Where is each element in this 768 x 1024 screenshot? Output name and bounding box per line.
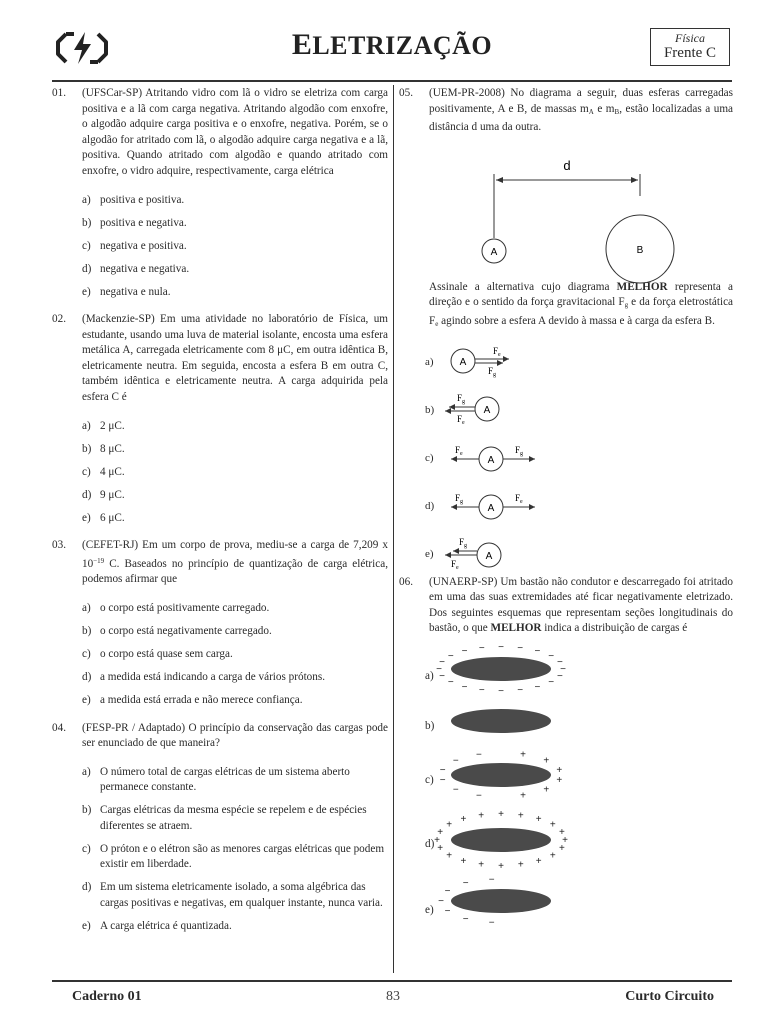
option[interactable]: b) 8 μC. <box>82 442 125 455</box>
force-sub: g <box>464 542 467 549</box>
positive-charge: + <box>549 850 556 862</box>
force-sub: g <box>493 371 496 378</box>
positive-charge: + <box>437 842 444 854</box>
negative-charge: − <box>517 643 524 655</box>
positive-charge: + <box>543 784 550 796</box>
negative-charge: − <box>498 685 504 697</box>
option[interactable]: c) A F e F g <box>399 437 733 485</box>
sphere-label: A <box>485 550 493 562</box>
force-label: F <box>459 536 465 547</box>
options-04 <box>82 765 388 935</box>
option[interactable]: a) A F e F g <box>399 341 733 389</box>
option[interactable]: c) O próton e o elétron são as menores cargas elétricas que podem existir em liberdade. <box>82 842 385 871</box>
option[interactable]: e) − − − − − − − <box>399 875 733 925</box>
negative-charge: − <box>444 905 451 917</box>
option[interactable]: e) A F g F e <box>399 533 733 581</box>
options-03 <box>82 601 388 709</box>
question-02: 02. (Mackenzie-SP) Em uma atividade no laboratório de Física, um estudante, usando uma luva de material isolante, encosta uma esfera metálica A, carregada eletricamente com 8 μC, em outra idêntica B, eletricamente neutra. Em seguida, encosta a esfera B em outra C, também idêntica e eletricamente neutra. A carga adquirida pela esfera C é <box>52 313 389 404</box>
force-label: F <box>493 345 499 356</box>
positive-charge: + <box>498 860 504 872</box>
negative-charge: − <box>439 670 445 682</box>
column-divider <box>393 85 394 973</box>
options-05 <box>399 341 733 581</box>
notebook-label: Caderno 01 <box>72 989 142 1004</box>
negative-charge: − <box>478 684 485 696</box>
positive-charge: + <box>520 749 527 761</box>
negative-charge: − <box>498 641 504 653</box>
page-footer <box>72 989 714 1009</box>
negative-charge: − <box>439 775 446 787</box>
option[interactable]: b) A F g F e <box>399 389 733 437</box>
spheres-diagram <box>399 136 733 266</box>
option[interactable]: e) A carga elétrica é quantizada. <box>82 920 232 932</box>
negative-charge: − <box>436 663 442 675</box>
option[interactable]: d) Em um sistema eletricamente isolado, a soma algébrica das cargas positivas e negativas, em qualquer instante, nunca varia. <box>82 881 383 910</box>
positive-charge: + <box>556 775 563 787</box>
option[interactable]: e) 6 μC. <box>82 511 125 524</box>
right-column <box>399 86 734 929</box>
negative-charge: − <box>475 749 482 761</box>
force-sub: e <box>460 450 463 457</box>
negative-charge: − <box>517 684 524 696</box>
positive-charge: + <box>517 859 524 871</box>
negative-charge: − <box>447 651 454 663</box>
page-header <box>52 22 732 74</box>
negative-charge: − <box>462 913 469 925</box>
negative-charge: − <box>534 681 541 693</box>
positive-charge: + <box>446 850 453 862</box>
negative-charge: − <box>548 676 555 688</box>
question-05: 05. (UEM-PR-2008) No diagrama a seguir, duas esferas carregadas positivamente, A e B, de massas $m_A$ e $m_B$, estão localizadas a uma distância d uma da outra. <box>399 87 733 134</box>
footer-rule <box>52 980 732 982</box>
positive-charge: + <box>535 855 542 867</box>
positive-charge: + <box>498 808 504 820</box>
option[interactable]: b) positiva e negativa. <box>82 216 187 229</box>
positive-charge: + <box>558 826 565 838</box>
negative-charge: − <box>548 651 555 663</box>
negative-charge: − <box>452 784 459 796</box>
option[interactable]: d) A F g F e <box>399 485 733 533</box>
positive-charge: + <box>446 819 453 831</box>
positive-charge: + <box>434 834 440 846</box>
negative-charge: − <box>557 657 563 669</box>
option[interactable]: c) 4 μC. <box>82 465 125 478</box>
sphere-a-label: A <box>490 246 498 258</box>
option[interactable]: b) o corpo está negativamente carregado. <box>82 624 272 637</box>
option[interactable]: e) negativa e nula. <box>82 285 171 298</box>
negative-charge: − <box>488 874 495 886</box>
option[interactable]: b) Cargas elétricas da mesma espécie se repelem e de espécies diferentes se atraem. <box>82 804 367 832</box>
option[interactable]: a) 2 μC. <box>82 419 125 432</box>
option[interactable]: d) a medida está indicando a carga de vários prótons. <box>82 670 326 683</box>
negative-charge: − <box>478 643 485 655</box>
option[interactable]: a) − − − − − − − − − − − − − − − − − − − − <box>425 641 566 697</box>
option[interactable]: a) o corpo está positivamente carregado. <box>82 601 270 614</box>
sphere-label: A <box>483 404 491 416</box>
force-label: F <box>455 492 461 503</box>
force-sub: g <box>460 498 463 505</box>
option[interactable]: e) a medida está errada e não merece confiança. <box>82 693 303 706</box>
option[interactable]: d) + + + + + + + + + + + + + + + + + + + + <box>425 808 568 872</box>
force-label: F <box>451 558 457 569</box>
sphere-label: A <box>487 502 495 514</box>
question-01: 01. (UFSCar-SP) Atritando vidro com lã o vidro se eletriza com carga positiva e a lã com carga negativa. Atritando algodão com enxofre, o algodão adquire carga positiva e o enxofre, negativa. Porém, se o algodão for atritado com lã, o algodão adquire carga negativa e a lã, positiva. Quando atritado com algodão e quando atritado com enxofre, o vidro adquire, respectivamente, carga elétrica <box>52 87 388 177</box>
distance-label: d <box>563 157 571 173</box>
question-text: (UFSCar-SP) Atritando vidro com lã o vidro se eletriza com carga positiva e a lã com carga negativa. Atritando algodão com enxofre, o algodão adquire carga positiva e o enxofre, negativa. Porém, se o algodão for atritado com lã, o algodão adquire carga negativa e a lã, positiva. Quando atritado com algodão e quando atritado com enxofre, o vidro adquire, respectivamente, carga elétrica <box>82 87 388 177</box>
force-label: F <box>515 444 521 455</box>
subject-label: Física <box>675 31 705 45</box>
force-label: F <box>455 444 461 455</box>
left-column <box>52 86 388 942</box>
positive-charge: + <box>437 826 444 838</box>
force-label: F <box>488 365 494 376</box>
negative-charge: − <box>438 895 444 907</box>
force-label: F <box>457 392 463 403</box>
positive-charge: + <box>517 810 524 822</box>
force-sub: g <box>520 450 523 457</box>
front-label: Frente C <box>663 45 717 61</box>
negative-charge: − <box>560 663 566 675</box>
question-03: 03. (CEFET-RJ) Em um corpo de prova, mediu-se a carga de 7,209 x $10^{-19}$ C. Baseados no princípio de quantização de carga elétrica, podemos afirmar que <box>52 539 388 586</box>
positive-charge: + <box>556 764 563 776</box>
negative-charge: − <box>557 670 563 682</box>
force-sub: e <box>498 351 501 358</box>
sphere-b-label: B <box>636 244 644 256</box>
positive-charge: + <box>478 810 485 822</box>
negative-charge: − <box>447 676 454 688</box>
force-label: F <box>515 492 521 503</box>
sphere-label: A <box>487 454 495 466</box>
option[interactable]: a) O número total de cargas elétricas de um sistema aberto permanece constante. <box>82 765 350 794</box>
positive-charge: + <box>549 819 556 831</box>
positive-charge: + <box>543 755 550 767</box>
positive-charge: + <box>460 813 467 825</box>
negative-charge: − <box>439 657 445 669</box>
force-sub: g <box>462 398 465 405</box>
negative-charge: − <box>534 646 541 658</box>
option[interactable]: c) − − − − − − + + + + + + <box>425 749 563 802</box>
option[interactable]: b) <box>399 697 733 745</box>
negative-charge: − <box>452 755 459 767</box>
force-sub: e <box>456 564 459 571</box>
course-label: Curto Circuito <box>625 989 714 1004</box>
positive-charge: + <box>460 855 467 867</box>
question-05-prompt: Assinale a alternativa cujo diagrama MELHOR representa a direção e o sentido da força gravitacional $F_g$ e da força eletrostática $F_e$ agindo sobre a esfera A devido à massa e à carga da esfera B. <box>429 280 734 328</box>
option[interactable]: a) positiva e positiva. <box>82 193 185 206</box>
force-sub: e <box>462 419 465 426</box>
negative-charge: − <box>461 681 468 693</box>
page-number: 83 <box>386 989 400 1004</box>
positive-charge: + <box>535 813 542 825</box>
negative-charge: − <box>462 878 469 890</box>
option[interactable]: c) o corpo está quase sem carga. <box>82 647 233 660</box>
sphere-label: A <box>459 356 467 368</box>
option[interactable]: c) negativa e positiva. <box>82 239 187 252</box>
option[interactable]: d) negativa e negativa. <box>82 262 190 275</box>
options-01 <box>82 193 388 301</box>
subject-box <box>650 28 730 66</box>
options-06 <box>399 641 733 929</box>
negative-charge: − <box>444 885 451 897</box>
positive-charge: + <box>562 834 568 846</box>
negative-charge: − <box>439 764 446 776</box>
negative-charge: − <box>475 790 482 802</box>
negative-charge: − <box>461 646 468 658</box>
option[interactable]: d) 9 μC. <box>82 488 125 501</box>
force-label: F <box>457 413 463 424</box>
question-04: 04. (FESP-PR / Adaptado) O princípio da conservação das cargas pode ser enunciado de que maneira? <box>52 721 388 750</box>
positive-charge: + <box>520 790 527 802</box>
options-02 <box>82 419 388 527</box>
positive-charge: + <box>478 859 485 871</box>
question-06: 06. (UNAERP-SP) Um bastão não condutor e descarregado foi atritado em uma das suas extremidades até ficar negativamente eletrizado. Dos seguintes esquemas que representam seções longitudinais do bastão, o que MELHOR indica a distribuição de cargas é <box>399 575 733 635</box>
force-sub: e <box>520 498 523 505</box>
page-title: ELETRIZAÇÃO <box>291 28 493 61</box>
positive-charge: + <box>558 842 565 854</box>
negative-charge: − <box>488 917 495 929</box>
header-rule <box>52 80 732 82</box>
